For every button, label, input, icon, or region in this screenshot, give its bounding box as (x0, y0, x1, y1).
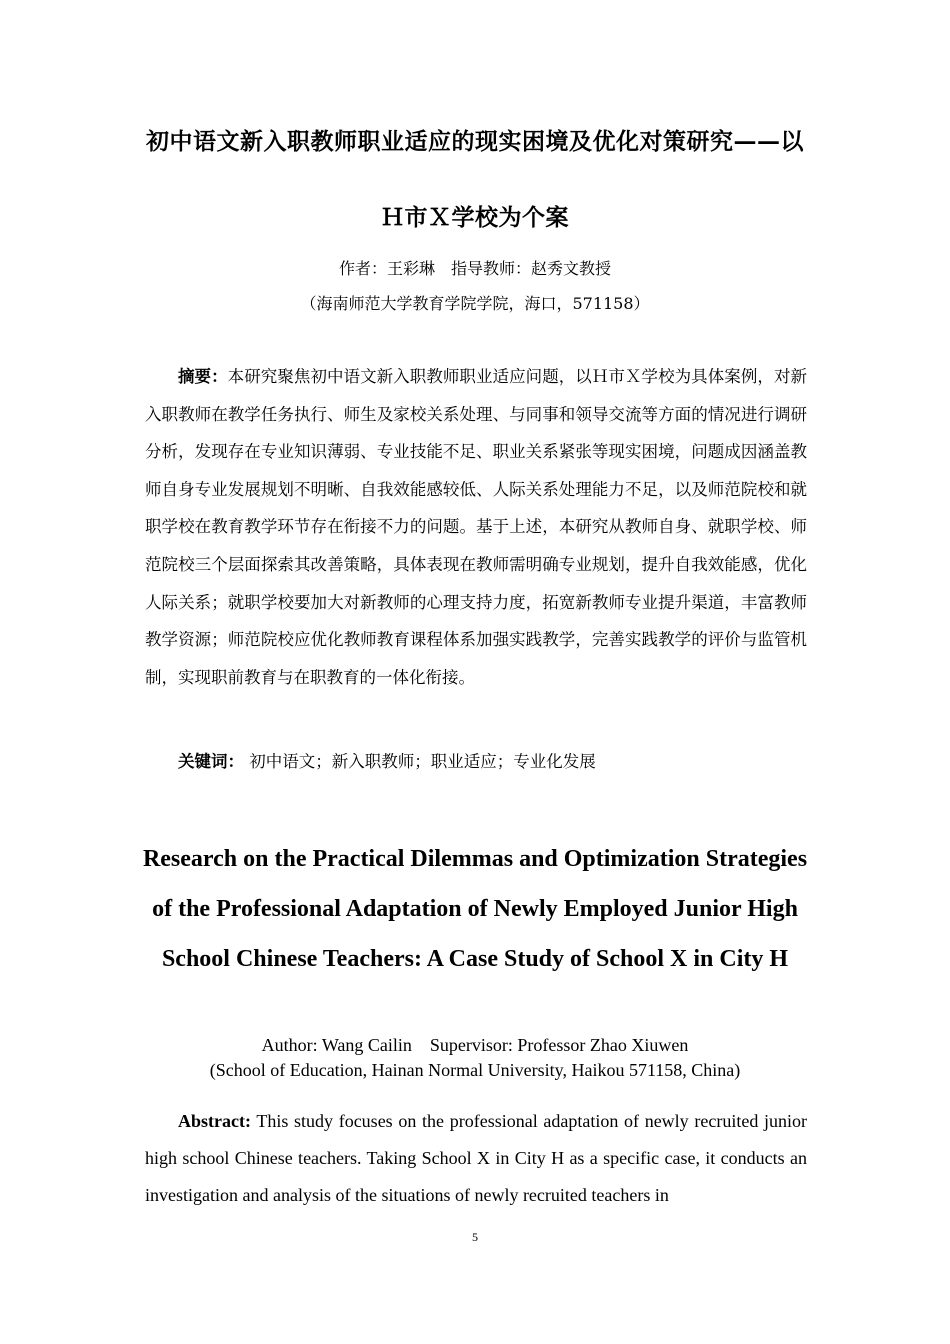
chinese-affiliation-line: （海南师范大学教育学院学院，海口，571158） (300, 294, 650, 313)
english-abstract-label: Abstract: (178, 1111, 251, 1131)
chinese-abstract-label: 摘要： (178, 367, 228, 386)
chinese-abstract-text: 本研究聚焦初中语文新入职教师职业适应问题，以Ｈ市Ｘ学校为具体案例，对新入职教师在教学任务执行、师生及家校关系处理、与同事和领导交流等方面的情况进行调研分析，发现存在专业知识薄弱、专业技能不足、职业关系紧张等现实困境，问题成因涵盖教师自身专业发展规划不明晰、自我效能感较低、人际关系处理能力不足，以及师范院校和就职学校在教育教学环节存在衔接不力的问题。基于上述，本研究从教师自身、就职学校、师范院校三个层面探索其改善策略，具体表现在教师需明确专业规划，提升自我效能感，优化人际关系；就职学校要加大对新教师的心理支持力度，拓宽新教师专业提升渠道，丰富教师教学资源；师范院校应优化教师教育课程体系加强实践教学，完善实践教学的评价与监管机制，实现职前教育与在职教育的一体化衔接。 (145, 367, 808, 687)
chinese-keywords-label: 关键词： (178, 752, 244, 771)
chinese-abstract (145, 358, 807, 696)
english-abstract-text: This study focuses on the professional adaptation of newly recruited junior high school Chinese teachers. Taking School X in City H as a specific case, it conducts an investigation and analysis of the situations of newly recruited teachers in (145, 1111, 807, 1205)
english-abstract (145, 1103, 807, 1214)
english-title: Research on the Practical Dilemmas and Optimization Strategies of the Professional Adaptation of Newly Employed Junior High School Chinese Teachers: A Case Study of School X in City H (142, 846, 808, 972)
chinese-keywords-text: 初中语文；新入职教师；职业适应；专业化发展 (244, 752, 596, 771)
english-affiliation-line: (School of Education, Hainan Normal University, Haikou 571158, China) (209, 1060, 741, 1080)
english-author-line: Author: Wang Cailin Supervisor: Professor Zhao Xiuwen (261, 1035, 689, 1055)
chinese-title: 初中语文新入职教师职业适应的现实困境及优化对策研究——以Ｈ市Ｘ学校为个案 (146, 128, 804, 231)
chinese-keywords (178, 748, 596, 772)
chinese-author-line: 作者：王彩琳 指导教师：赵秀文教授 (338, 259, 611, 278)
page-number: 5 (472, 1230, 478, 1244)
